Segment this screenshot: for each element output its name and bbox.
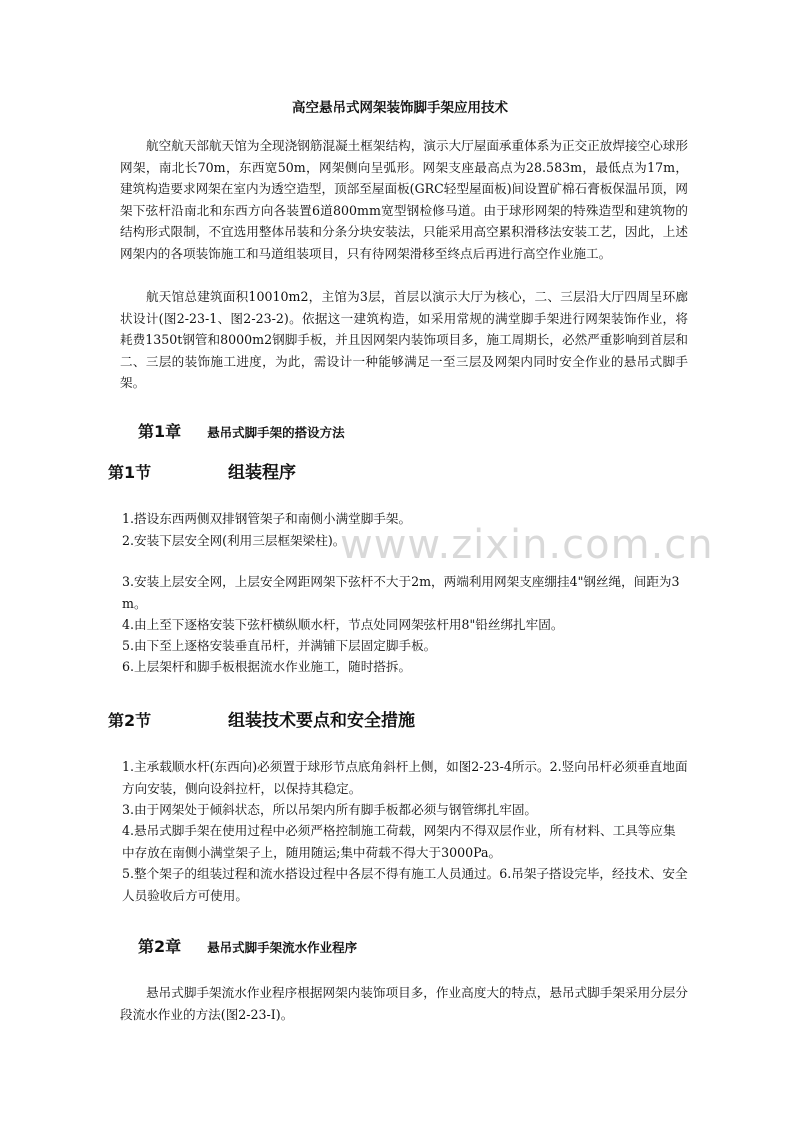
intro-paragraph-1: 航空航天部航天馆为全现浇钢筋混凝土框架结构，演示大厅屋面承重体系为正交正放焊接空心球形网架，南北长70m，东西宽50m，网架侧向呈弧形。网架支座最高点为28.583m，最低点为17m，建筑构造要求网架在室内为透空造型，顶部至屋面板(GRC轻型屋面板)间设置矿棉石膏板保温吊顶，网架下弦杆沿南北和东西方向各装置6道800mm宽型钢检修马道。由于球形网架的特殊造型和建筑物的结构形式限制，不宜选用整体吊装和分条分块安装法，只能采用高空累积滑移法安装工艺，因此，上述网架内的各项装饰施工和马道组装项目，只有待网架滑移至终点后再进行高空作业施工。 xyxy=(120,138,688,261)
section-2-number: 第2节 xyxy=(108,711,152,730)
section-1-title: 组装程序 xyxy=(228,463,296,483)
chapter-2-title: 悬吊式脚手架流水作业程序 xyxy=(207,940,358,955)
section-1-item-5: 5.由下至上逐格安装垂直吊杆，并满铺下层固定脚手板。 xyxy=(122,638,437,653)
section-1-item-2: 2.安装下层安全网(利用三层框架梁柱)。 xyxy=(122,533,346,548)
section-1-item-4: 4.由上至下逐格安装下弦杆横纵顺水杆，节点处同网架弦杆用8"铅丝绑扎牢固。 xyxy=(122,617,564,632)
section-2-item-3: 4.悬吊式脚手架在使用过程中必须严格控制施工荷载，网架内不得双层作业，所有材料、工具等应集中存放在南侧小满堂架子上，随用随运;集中荷载不得大于3000Pa。 xyxy=(122,823,676,860)
section-1-item-1: 1.搭设东西两侧双排钢管架子和南侧小满堂脚手架。 xyxy=(122,511,412,526)
chapter-2-number: 第2章 xyxy=(138,937,182,956)
section-1-number: 第1节 xyxy=(108,463,152,482)
chapter-1-title: 悬吊式脚手架的搭设方法 xyxy=(207,425,345,440)
section-1-item-6: 6.上层架杆和脚手板根据流水作业施工，随时搭拆。 xyxy=(122,659,412,674)
section-1-heading xyxy=(108,458,296,483)
chapter-2-heading xyxy=(138,934,357,957)
document-title: 高空悬吊式网架装饰脚手架应用技术 xyxy=(292,100,508,116)
section-2-item-1: 1.主承载顺水杆(东西向)必须置于球形节点底角斜杆上侧，如图2-23-4所示。2.竖向吊杆必须垂直地面方向安装，侧向设斜拉杆，以保持其稳定。 xyxy=(122,759,688,796)
section-1-item-3: 3.安装上层安全网，上层安全网距网架下弦杆不大于2m，两端利用网架支座绷挂4"钢丝绳，间距为3m。 xyxy=(122,574,680,611)
section-2-item-2: 3.由于网架处于倾斜状态，所以吊架内所有脚手板都必须与钢管绑扎牢固。 xyxy=(122,802,538,817)
chapter-2-paragraph: 悬吊式脚手架流水作业程序根据网架内装饰项目多，作业高度大的特点，悬吊式脚手架采用分层分段流水作业的方法(图2-23-I)。 xyxy=(120,985,688,1022)
watermark: www.zixin.com.cn xyxy=(340,522,714,568)
section-2-title: 组装技术要点和安全措施 xyxy=(228,711,415,731)
chapter-1-number: 第1章 xyxy=(138,422,182,441)
section-2-item-4: 5.整个架子的组装过程和流水搭设过程中各层不得有施工人员通过。6.吊架子搭设完毕，经技术、安全人员验收后方可使用。 xyxy=(122,866,688,903)
chapter-1-heading xyxy=(138,419,345,442)
intro-paragraph-2: 航天馆总建筑面积10010m2，主馆为3层，首层以演示大厅为核心，二、三层沿大厅四周呈环廊状设计(图2-23-1、图2-23-2)。依据这一建筑构造，如采用常规的满堂脚手架进行网架装饰作业，将耗费1350t钢管和8000m2钢脚手板，并且因网架内装饰项目多，施工周期长，必然严重影响到首层和二、三层的装饰施工进度，为此，需设计一种能够满足一至三层及网架内同时安全作业的悬吊式脚手架。 xyxy=(120,289,688,390)
section-2-heading xyxy=(108,706,415,731)
